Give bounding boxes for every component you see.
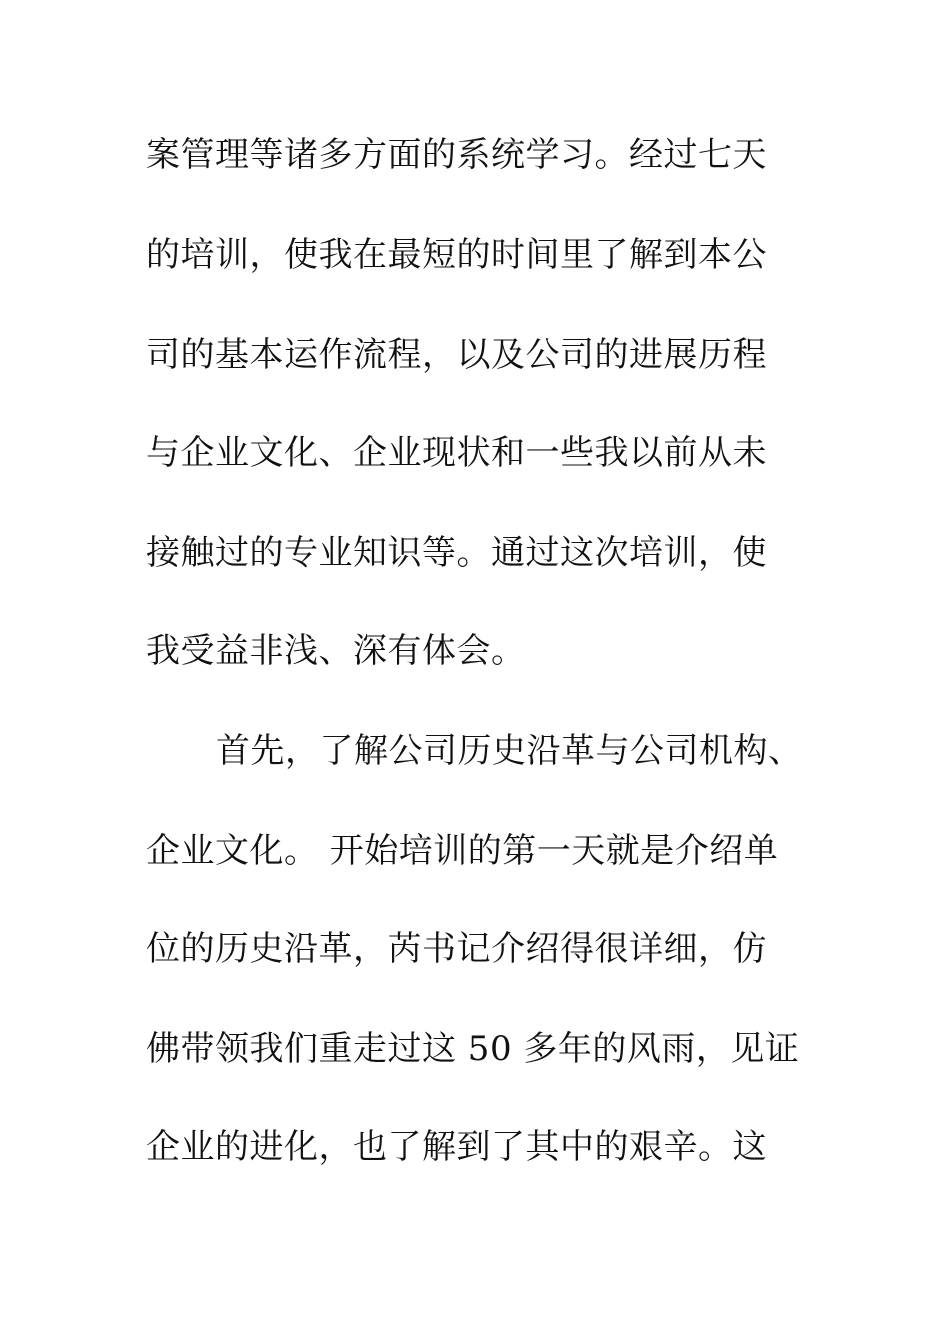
text-line: 佛带领我们重走过这 50 多年的风雨，见证 bbox=[146, 1029, 800, 1069]
text-line: 司的基本运作流程，以及公司的进展历程 bbox=[146, 335, 767, 375]
text-line: 我受益非浅、深有体会。 bbox=[146, 631, 526, 671]
text-line: 接触过的专业知识等。通过这次培训，使 bbox=[146, 533, 767, 573]
text-line: 位的历史沿革，芮书记介绍得很详细，仿 bbox=[146, 929, 767, 969]
text-line: 案管理等诸多方面的系统学习。经过七天 bbox=[146, 135, 767, 175]
text-line: 的培训，使我在最短的时间里了解到本公 bbox=[146, 235, 767, 275]
text-line: 企业的进化，也了解到了其中的艰辛。这 bbox=[146, 1127, 767, 1167]
text-line: 企业文化。 开始培训的第一天就是介绍单 bbox=[146, 831, 779, 871]
paragraph-first-line: 首先，了解公司历史沿革与公司机构、 bbox=[216, 731, 803, 771]
text-line: 与企业文化、企业现状和一些我以前从未 bbox=[146, 433, 767, 473]
